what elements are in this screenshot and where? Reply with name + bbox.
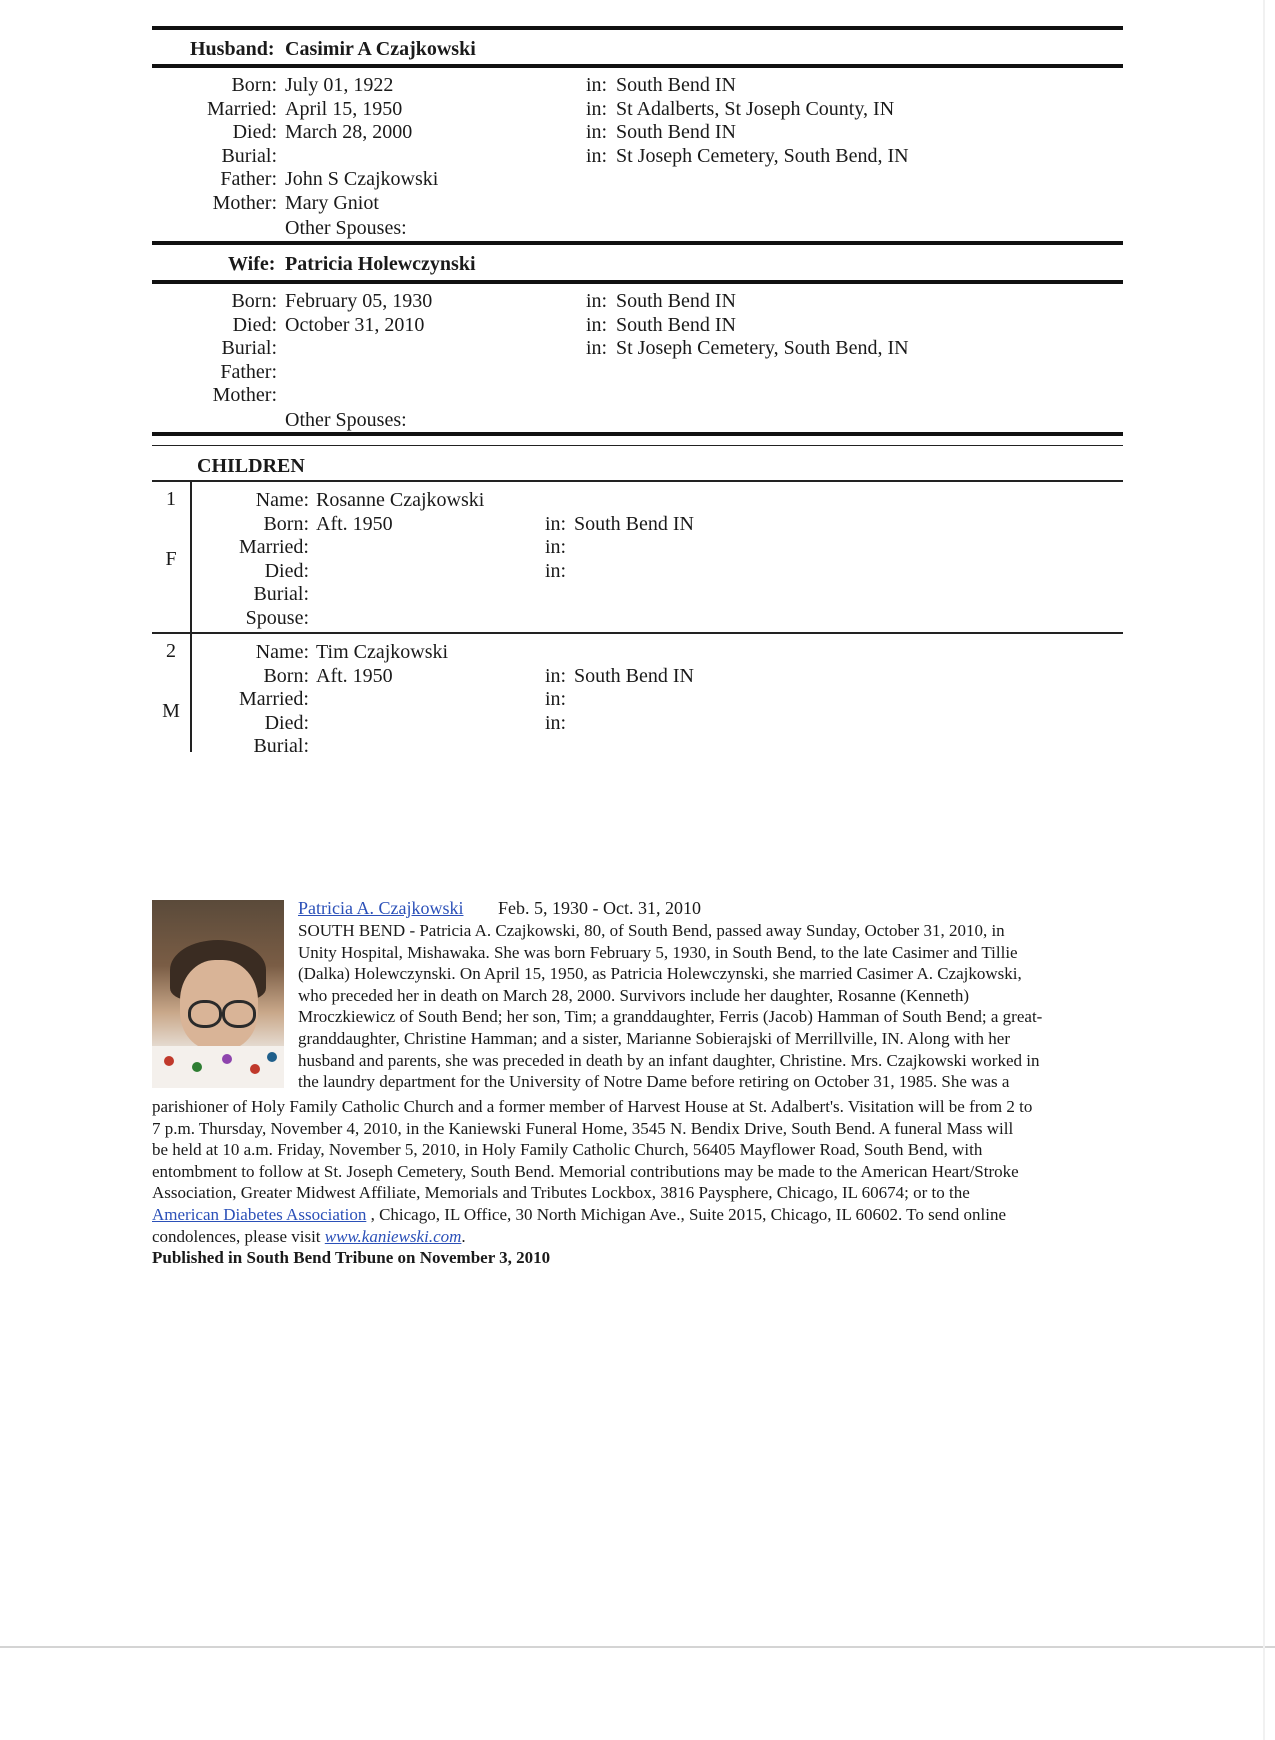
wife-rule	[152, 280, 1123, 284]
child-row-label: Died:	[264, 559, 309, 582]
husband-row-in-label: in:	[586, 144, 608, 167]
husband-row-place: St Joseph Cemetery, South Bend, IN	[616, 144, 909, 167]
wife-other-spouses: Other Spouses:	[285, 409, 407, 431]
obituary-line: entombment to follow at St. Joseph Cemetery, South Bend. Memorial contributions may be made to the American Heart/Stroke	[152, 1161, 1019, 1181]
child-row-place: South Bend IN	[574, 512, 694, 535]
child-row-in-label: in:	[545, 711, 567, 734]
wife-row-label: Mother:	[212, 384, 277, 406]
obituary-header	[298, 898, 701, 919]
top-rule	[152, 26, 1123, 30]
wife-row-label: Father:	[220, 360, 277, 383]
children-title: CHILDREN	[197, 455, 305, 477]
obituary-line: 7 p.m. Thursday, November 4, 2010, in the Kaniewski Funeral Home, 3545 N. Bendix Drive, South Bend. A funeral Mass will	[152, 1118, 1014, 1138]
obituary-line: Unity Hospital, Mishawaka. She was born February 5, 1930, in South Bend, to the late Casimer and Tillie	[298, 942, 1018, 962]
wife-header-label: Wife:	[228, 253, 276, 275]
child-row-label: Burial:	[253, 583, 309, 605]
wife-row-value: October 31, 2010	[285, 313, 425, 336]
husband-row-place: St Adalberts, St Joseph County, IN	[616, 97, 895, 120]
child-row-label: Born:	[263, 664, 309, 687]
website-link[interactable]: www.kaniewski.com	[324, 1227, 462, 1246]
husband-row-label: Married:	[207, 97, 277, 120]
children-top-rule	[152, 432, 1123, 436]
child-row-value: Rosanne Czajkowski	[316, 489, 485, 511]
wife-row-label: Burial:	[221, 337, 277, 359]
husband-row-place: South Bend IN	[616, 121, 736, 143]
child-row-place: South Bend IN	[574, 664, 694, 687]
child-number: 2	[166, 640, 176, 662]
wife-name: Patricia Holewczynski	[285, 253, 476, 275]
wife-row-in-label: in:	[586, 337, 608, 359]
children-thin-rule	[152, 445, 1123, 446]
ada-link[interactable]: American Diabetes Association	[152, 1205, 367, 1224]
child-row-label: Spouse:	[245, 606, 309, 629]
obituary-dates: Feb. 5, 1930 - Oct. 31, 2010	[497, 898, 701, 918]
child-row-in-label: in:	[545, 536, 567, 558]
obituary-name-link[interactable]: Patricia A. Czajkowski	[298, 898, 464, 918]
wife-row-place: St Joseph Cemetery, South Bend, IN	[616, 337, 909, 359]
child-row-in-label: in:	[545, 559, 567, 582]
husband-row-value: April 15, 1950	[285, 97, 403, 120]
obituary-line: who preceded her in death on March 28, 2000. Survivors include her daughter, Rosanne (Kenneth)	[298, 985, 970, 1005]
husband-row-value: July 01, 1922	[285, 74, 394, 96]
wife-row-label: Born:	[231, 290, 277, 312]
husband-row-label: Born:	[231, 74, 277, 96]
obituary-ada-line	[152, 1204, 1006, 1226]
child-row-label: Born:	[263, 512, 309, 535]
wife-top-rule	[152, 241, 1123, 245]
husband-row-in-label: in:	[586, 97, 608, 120]
obituary-line: SOUTH BEND - Patricia A. Czajkowski, 80, of South Bend, passed away Sunday, October 31, 2010, in	[298, 921, 1005, 940]
wife-header	[228, 253, 476, 276]
published-note: Published in South Bend Tribune on November 3, 2010	[152, 1248, 551, 1267]
child-row-label: Name:	[255, 489, 309, 511]
husband-header	[190, 38, 476, 61]
child-row-in-label: in:	[545, 512, 567, 535]
husband-row-label: Died:	[232, 121, 277, 143]
scan-bottom-edge	[0, 1646, 1275, 1648]
obituary-line: granddaughter, Christine Hamman; and a sister, Marianne Sobierajski of Merrillville, IN. Along with her	[298, 1029, 1010, 1048]
child-row-in-label: in:	[545, 664, 567, 687]
condolences-suffix: .	[461, 1227, 466, 1246]
obituary-line: Association, Greater Midwest Affiliate, Memorials and Tributes Lockbox, 3816 Paysphere, Chicago, IL 60674; or to the	[152, 1183, 970, 1203]
child-sex: F	[165, 548, 177, 570]
husband-row-value: Mary Gniot	[285, 191, 379, 214]
husband-row-label: Burial:	[221, 144, 277, 167]
husband-header-label: Husband:	[190, 38, 275, 60]
husband-row-in-label: in:	[586, 121, 608, 143]
husband-other-spouses: Other Spouses:	[285, 217, 407, 239]
ada-rest-text: , Chicago, IL Office, 30 North Michigan Ave., Suite 2015, Chicago, IL 60602. To send online	[366, 1205, 1006, 1224]
husband-row-place: South Bend IN	[616, 74, 736, 96]
obituary-line: parishioner of Holy Family Catholic Church and a former member of Harvest House at St. Adalbert's. Visitation will be from 2 to	[152, 1097, 1033, 1116]
husband-row-label: Father:	[220, 168, 277, 190]
child-row-label: Married:	[239, 688, 309, 710]
husband-row-value: John S Czajkowski	[285, 168, 439, 190]
child-row-label: Died:	[264, 711, 309, 734]
husband-row-label: Mother:	[212, 191, 277, 214]
wife-row-value: February 05, 1930	[285, 290, 433, 312]
wife-row-place: South Bend IN	[616, 290, 736, 312]
children-header-rule	[152, 480, 1123, 482]
husband-row-in-label: in:	[586, 74, 608, 96]
obituary-condolences-line	[152, 1226, 466, 1248]
husband-row-value: March 28, 2000	[285, 121, 413, 143]
child-row-label: Name:	[255, 641, 309, 663]
obituary-line: the laundry department for the University of Notre Dame before retiring on October 31, 1985. She was a	[298, 1072, 1010, 1092]
husband-rule	[152, 64, 1123, 68]
obituary-line: Mroczkiewicz of South Bend; her son, Tim; a granddaughter, Ferris (Jacob) Hamman of South Bend; a great-	[298, 1007, 1043, 1027]
child-number: 1	[166, 488, 176, 510]
child-separator-rule	[152, 632, 1123, 634]
scan-right-edge	[1263, 0, 1265, 1740]
condolences-prefix: condolences, please visit	[152, 1227, 325, 1246]
obituary-line: husband and parents, she was preceded in death by an infant daughter, Christine. Mrs. Czajkowski worked in	[298, 1050, 1040, 1070]
child-row-value: Aft. 1950	[316, 512, 393, 535]
child-sex: M	[162, 700, 180, 722]
child-row-label: Married:	[239, 536, 309, 558]
obituary-line: (Dalka) Holewczynski. On April 15, 1950, as Patricia Holewczynski, she married Casimer A. Czajkowski,	[298, 964, 1022, 984]
husband-name: Casimir A Czajkowski	[285, 38, 476, 60]
wife-row-in-label: in:	[586, 290, 608, 312]
child-row-in-label: in:	[545, 688, 567, 710]
portrait-photo	[152, 900, 284, 1088]
wife-row-label: Died:	[232, 313, 277, 336]
wife-row-in-label: in:	[586, 313, 608, 336]
child-row-value: Tim Czajkowski	[316, 641, 449, 663]
obituary-line: be held at 10 a.m. Friday, November 5, 2010, in Holy Family Catholic Church, 56405 Mayflower Road, South Bend, with	[152, 1140, 983, 1160]
child-row-label: Burial:	[253, 735, 309, 757]
wife-row-place: South Bend IN	[616, 313, 736, 336]
child-row-value: Aft. 1950	[316, 664, 393, 687]
